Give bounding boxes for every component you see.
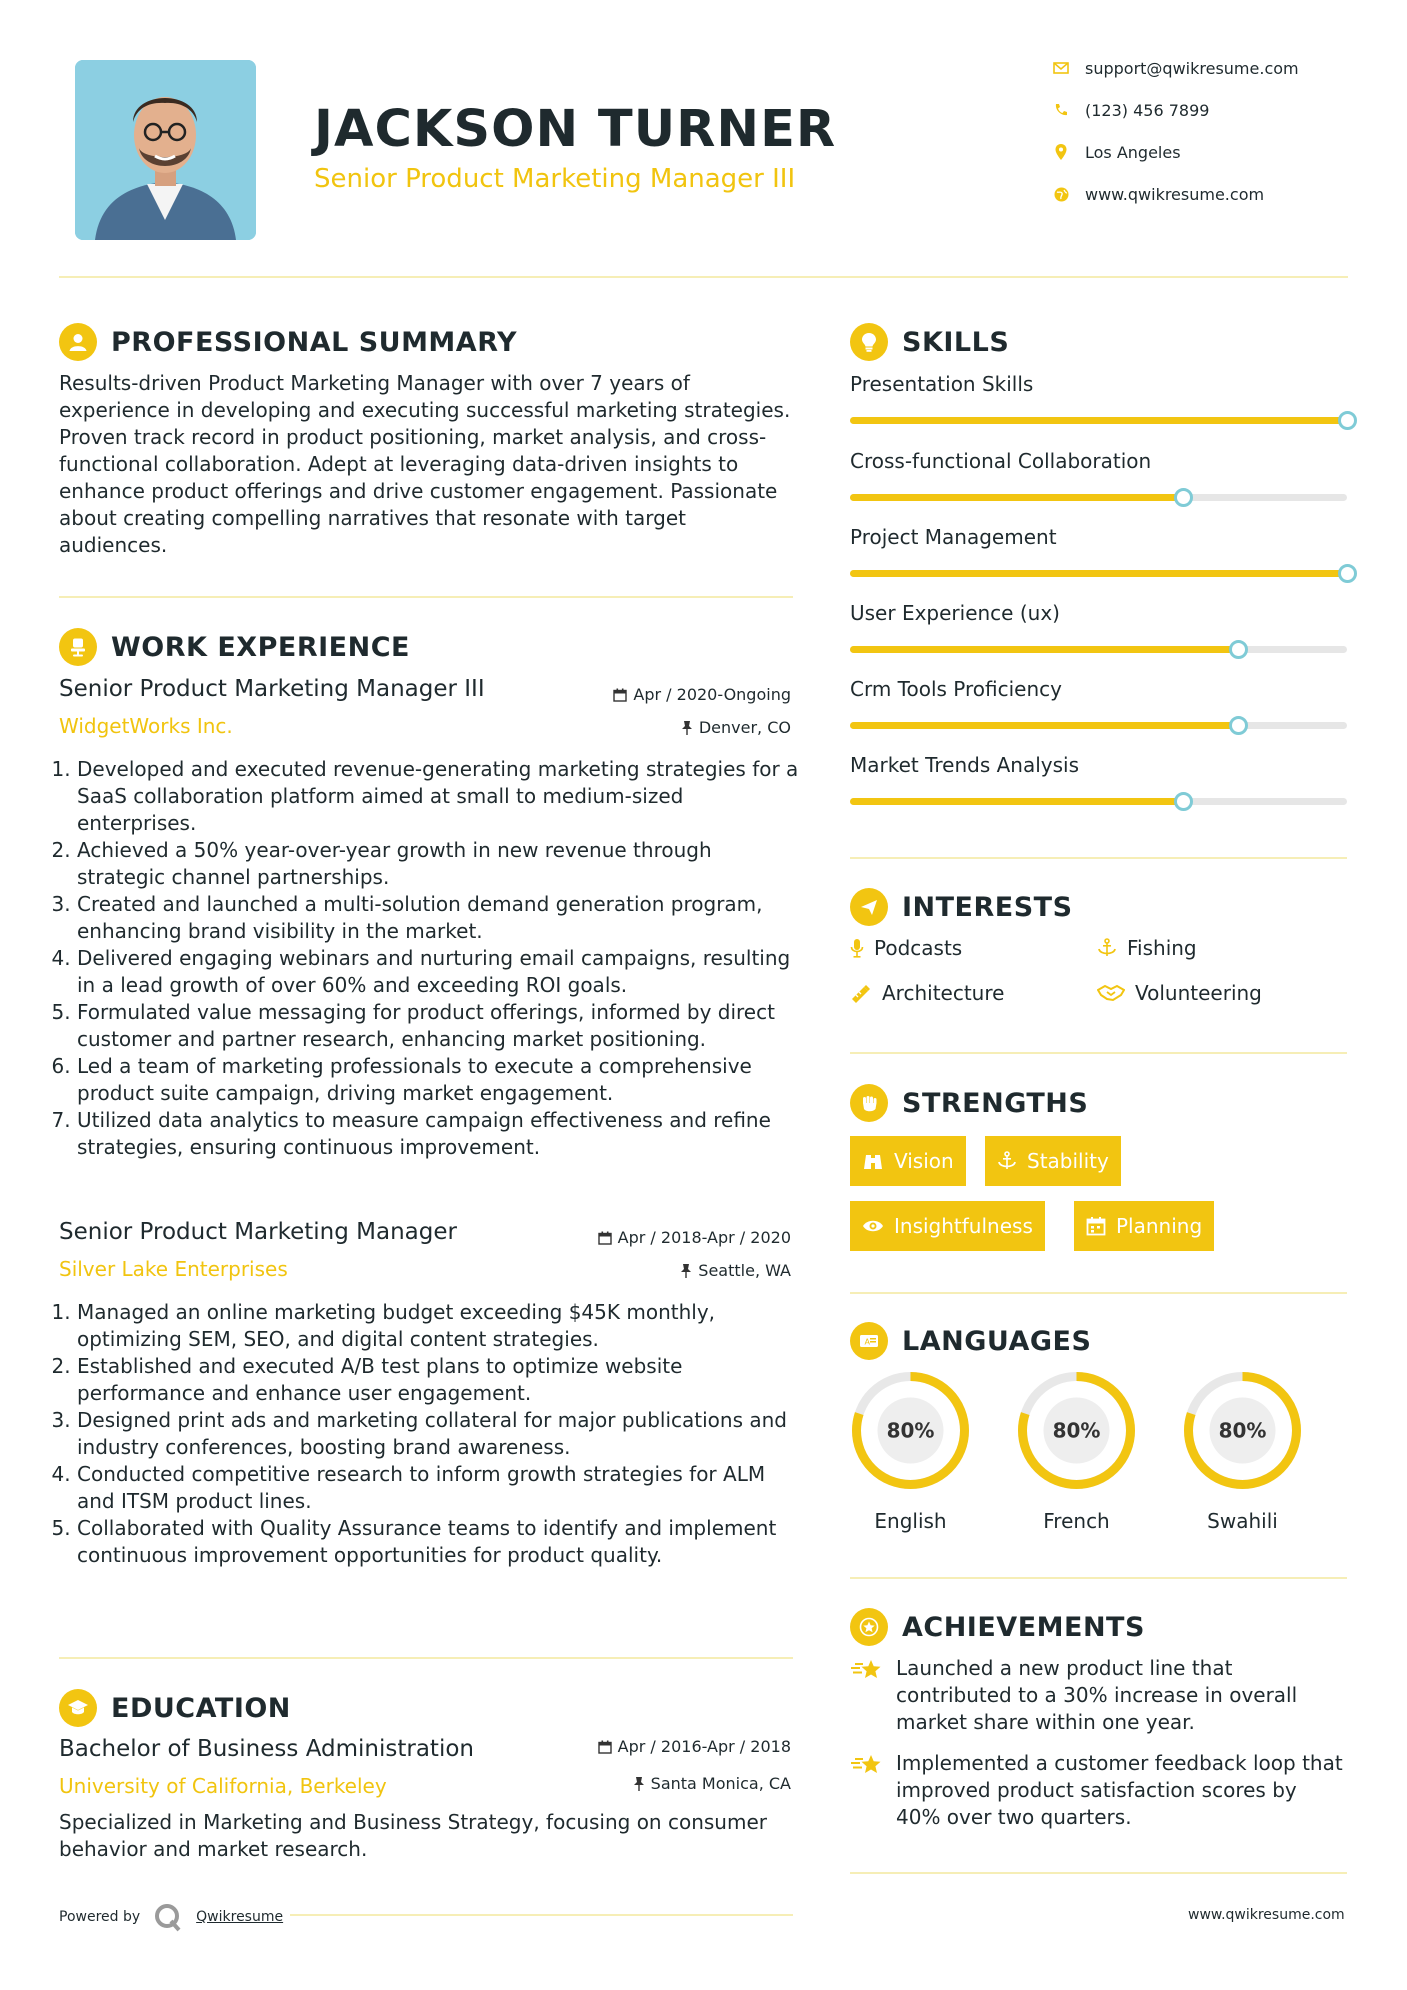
profile-photo [75,60,256,240]
svg-text:A: A [864,1337,870,1347]
candidate-title: Senior Product Marketing Manager III [314,164,796,194]
job-1-dates [520,685,791,704]
language-label: Swahili [1207,1509,1278,1533]
skills-divider [850,857,1347,859]
strength-badge [850,1201,1045,1251]
interest-label: Architecture [882,981,1005,1005]
skill-label: Presentation Skills [850,372,1034,396]
powered-by-text: Powered by [59,1909,141,1925]
skill-bar-fill [850,798,1183,805]
list-item: 1. Managed an online marketing budget exceeding $45K monthly, optimizing SEM, SEO, and digital content strategies. [77,1299,799,1353]
achievement-item [850,1655,1347,1736]
education-heading [59,1689,291,1727]
achievement-item [850,1750,1347,1831]
graduation-icon [59,1689,97,1727]
job-2-company: Silver Lake Enterprises [59,1257,288,1281]
interests-heading [850,888,1073,926]
education-location [520,1774,791,1793]
list-item: 4. Delivered engaging webinars and nurturing email campaigns, resulting in a lead growth of over 60% and exceeding ROI goals. [77,945,799,999]
interest-podcasts [850,936,962,960]
job-2-dates [520,1228,791,1247]
skill-label: Market Trends Analysis [850,753,1080,777]
strengths-divider [850,1292,1347,1294]
job-1-company: WidgetWorks Inc. [59,714,233,738]
anchor-icon [1097,938,1117,958]
list-item: 4. Conducted competitive research to inform growth strategies for ALM and ITSM product lines. [77,1461,799,1515]
skills-heading [850,323,1009,361]
pushpin-icon [681,720,693,735]
list-item: 5. Collaborated with Quality Assurance teams to identify and implement continuous improvement opportunities for product quality. [77,1515,799,1569]
list-item: 7. Utilized data analytics to measure campaign effectiveness and refine strategies, ensuring continuous improvement. [77,1107,799,1161]
strength-badge [985,1136,1121,1186]
microphone-icon [850,938,864,958]
language-french [1014,1368,1139,1533]
skill-bar [850,570,1347,577]
summary-text: Results-driven Product Marketing Manager with over 7 years of experience in developing and executing successful marketing strategies. Proven track record in product positioning, market analysis, and cross-functional collaboration. Adept at leveraging data-driven insights to enhance product offerings and drive customer engagement. Passionate about creating compelling narratives that resonate with target audiences. [59,371,791,557]
language-english [848,1368,973,1533]
languages-divider [850,1577,1347,1579]
calendar-icon [598,1231,612,1245]
language-ring [1014,1368,1139,1493]
calendar-icon [598,1740,612,1754]
phone-icon [1051,100,1071,120]
contact-location [1051,142,1351,162]
pushpin-icon [633,1776,645,1791]
skill-bar [850,798,1347,805]
list-item: 1. Developed and executed revenue-generating marketing strategies for a SaaS collaboration platform aimed at small to medium-sized enterprises. [77,756,799,837]
achievements-divider [850,1872,1347,1874]
skill-bar-knob [1174,792,1193,811]
achievement-text: Implemented a customer feedback loop that improved product satisfaction scores by 40% over two quarters. [896,1751,1343,1829]
skill-bar [850,417,1347,424]
lightbulb-icon [850,323,888,361]
skill-label: Crm Tools Proficiency [850,677,1062,701]
job-1-role: Senior Product Marketing Manager III [59,676,485,702]
language-card-icon [850,1322,888,1360]
shooting-star-icon [850,1657,884,1683]
skill-label: Project Management [850,525,1057,549]
envelope-icon [1051,58,1071,78]
calendar-icon [1086,1216,1106,1236]
interest-architecture [850,981,1004,1005]
achievements-title: ACHIEVEMENTS [902,1611,1145,1643]
skill-label: Cross-functional Collaboration [850,449,1152,473]
language-ring [848,1368,973,1493]
strength-label: Stability [1027,1149,1109,1173]
skills-title: SKILLS [902,326,1010,358]
list-item: 2. Established and executed A/B test plans to optimize website performance and enhance user engagement. [77,1353,799,1407]
job-2-dates-text: Apr / 2018-Apr / 2020 [617,1228,791,1247]
job-2-role: Senior Product Marketing Manager [59,1219,457,1245]
interest-fishing [1097,936,1197,960]
skill-bar-fill [850,570,1347,577]
skill-bar-fill [850,494,1183,501]
user-icon [59,323,97,361]
contact-phone-text: (123) 456 7899 [1085,100,1210,120]
achievement-text: Launched a new product line that contributed to a 30% increase in overall market share within one year. [896,1656,1298,1734]
job-1-location [520,718,791,737]
skill-bar [850,494,1347,501]
experience-heading [59,628,410,666]
skill-bar [850,646,1347,653]
fist-icon [850,1084,888,1122]
skill-bar-knob [1338,411,1357,430]
interest-label: Fishing [1127,936,1197,960]
interest-volunteering [1097,981,1262,1005]
strengths-title: STRENGTHS [902,1087,1089,1119]
contact-email-text: support@qwikresume.com [1085,58,1299,78]
skill-bar [850,722,1347,729]
summary-heading [59,323,517,361]
achievements-heading [850,1608,1145,1646]
language-percent: 80% [886,1418,935,1443]
handshake-icon [1097,983,1125,1003]
footer-url[interactable]: www.qwikresume.com [1188,1907,1345,1923]
job-1-location-text: Denver, CO [698,718,791,737]
header-divider [59,276,1348,278]
list-item: 5. Formulated value messaging for product offerings, informed by direct customer and partner research, enhancing market positioning. [77,999,799,1053]
strengths-heading [850,1084,1088,1122]
summary-divider [59,596,793,598]
education-school: University of California, Berkeley [59,1774,387,1798]
education-dates [520,1737,791,1756]
skill-bar-fill [850,646,1238,653]
skill-bar-knob [1338,564,1357,583]
qwikresume-link[interactable]: Qwikresume [196,1909,284,1925]
contact-phone[interactable] [1051,100,1351,120]
paper-plane-icon [850,888,888,926]
job-2-location [520,1261,791,1280]
job-2-location-text: Seattle, WA [698,1261,791,1280]
skill-bar-fill [850,417,1347,424]
contact-location-text: Los Angeles [1085,142,1181,162]
ruler-pencil-icon [850,983,872,1003]
job-1-dates-text: Apr / 2020-Ongoing [633,685,791,704]
binoculars-icon [862,1151,884,1171]
briefcase-chair-icon [59,628,97,666]
education-title: EDUCATION [111,1692,291,1724]
language-label: English [874,1509,947,1533]
strength-label: Insightfulness [894,1214,1033,1238]
skill-bar-knob [1229,640,1248,659]
strength-label: Planning [1116,1214,1203,1238]
language-percent: 80% [1052,1418,1101,1443]
strength-badge [1074,1201,1214,1251]
language-label: French [1043,1509,1110,1533]
interest-label: Volunteering [1135,981,1262,1005]
education-location-text: Santa Monica, CA [650,1774,791,1793]
language-ring [1180,1368,1305,1493]
languages-title: LANGUAGES [902,1325,1092,1357]
education-description: Specialized in Marketing and Business Strategy, focusing on consumer behavior and market research. [59,1810,767,1861]
location-pin-icon [1051,142,1071,162]
contact-website[interactable] [1051,184,1351,204]
interest-label: Podcasts [874,936,963,960]
calendar-icon [613,688,627,702]
education-dates-text: Apr / 2016-Apr / 2018 [617,1737,791,1756]
list-item: 3. Created and launched a multi-solution demand generation program, enhancing brand visibility in the market. [77,891,799,945]
shooting-star-icon [850,1752,884,1778]
languages-heading [850,1322,1091,1360]
skill-bar-fill [850,722,1238,729]
experience-title: WORK EXPERIENCE [111,631,410,663]
footer-powered-by [59,1901,283,1933]
education-degree: Bachelor of Business Administration [59,1736,474,1762]
profile-photo-illustration [75,60,256,240]
language-percent: 80% [1218,1418,1267,1443]
skill-bar-knob [1229,716,1248,735]
list-item: 3. Designed print ads and marketing collateral for major publications and industry conferences, boosting brand awareness. [77,1407,799,1461]
experience-divider [59,1657,793,1659]
anchor-icon [997,1151,1017,1171]
summary-title: PROFESSIONAL SUMMARY [111,326,518,358]
contact-website-text: www.qwikresume.com [1085,184,1265,204]
globe-icon [1051,184,1071,204]
strength-badge [850,1136,966,1186]
job-1-bullets [55,756,799,1161]
interests-divider [850,1052,1347,1054]
pushpin-icon [680,1263,692,1278]
star-badge-icon [850,1608,888,1646]
contact-email[interactable] [1051,58,1351,78]
eye-icon [862,1218,884,1234]
list-item: 6. Led a team of marketing professionals to execute a comprehensive product suite campaign, driving market engagement. [77,1053,799,1107]
list-item: 2. Achieved a 50% year-over-year growth in new revenue through strategic channel partnerships. [77,837,799,891]
qwikresume-logo-icon [152,1901,184,1933]
language-swahili [1180,1368,1305,1533]
skill-label: User Experience (ux) [850,601,1060,625]
interests-title: INTERESTS [902,891,1073,923]
candidate-name: JACKSON TURNER [314,100,837,159]
skill-bar-knob [1174,488,1193,507]
strength-label: Vision [894,1149,954,1173]
job-2-bullets [55,1299,799,1569]
footer-divider [290,1914,793,1916]
